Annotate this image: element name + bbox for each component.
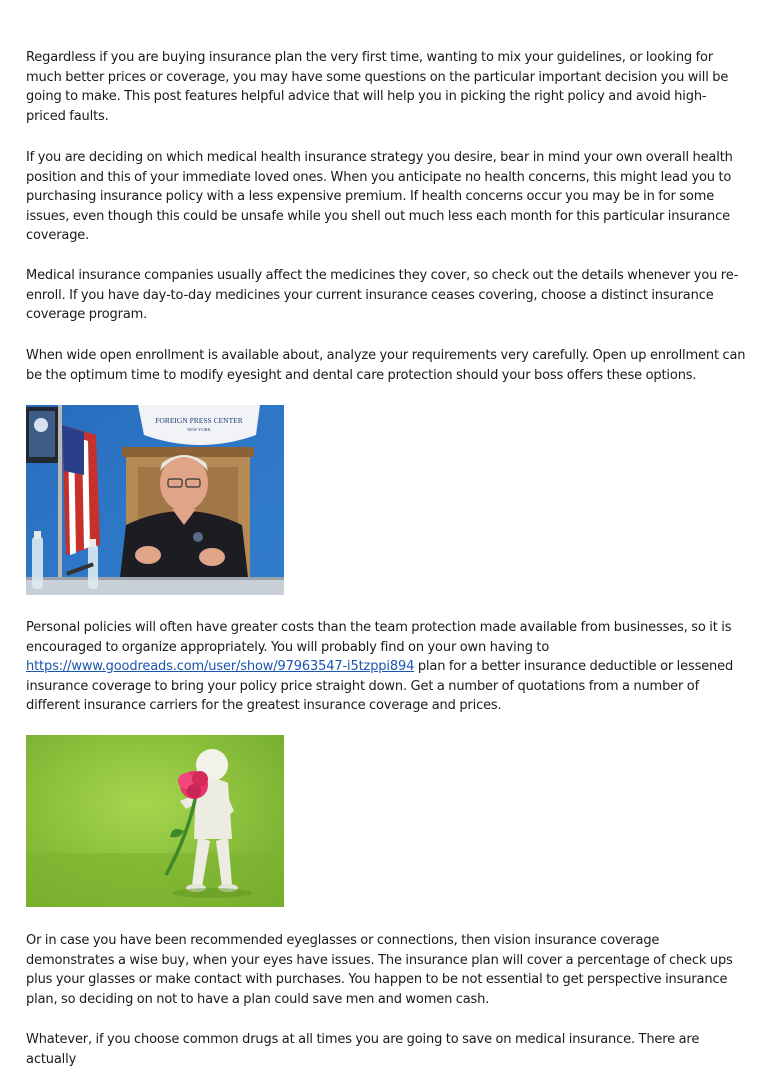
sign-line-2: NEW YORK: [187, 427, 211, 432]
paragraph-vision-insurance: Or in case you have been recommended eyeglasses or connections, then vision insurance coverage demonstrates a wise buy, when your eyes have issues. The insurance plan will cover a percentage of check ups plus your glasses or make contact with purchases. You happen to be not essential to get perspective insurance plan, so deciding on not to have a plan could save men and women cash.: [26, 933, 733, 1007]
paragraph-open-enrollment: When wide open enrollment is available about, analyze your requirements very carefully. Open up enrollment can be the optimum time to modify eyesight and dental care protection should your boss offers these options.: [26, 348, 746, 383]
figure-with-flower-photo: [26, 735, 284, 907]
press-conference-illustration: [26, 405, 284, 595]
paragraph-common-drugs: Whatever, if you choose common drugs at all times you are going to save on medical insurance. There are actually: [26, 1032, 700, 1067]
paragraph-medicines: Medical insurance companies usually affect the medicines they cover, so check out the details whenever you re-enroll. If you have day-to-day medicines your current insurance ceases covering, choose a distinct insurance coverage program.: [26, 268, 739, 323]
paragraph-health-position: If you are deciding on which medical health insurance strategy you desire, bear in mind your own overall health position and this of your immediate loved ones. When you anticipate no health concerns, this might lead you to purchasing insurance policy with a less expensive premium. If health concerns occur you may be in for some issues, even though this could be unsafe while you shell out much less each month for this particular insurance coverage.: [26, 150, 733, 244]
paragraph-personal-policies-text-before: Personal policies will often have greater costs than the team protection made available from businesses, so it is encouraged to organize appropriately. You will probably find on your own having to: [26, 620, 732, 655]
paragraph-intro: Regardless if you are buying insurance plan the very first time, wanting to mix your guidelines, or looking for much better prices or coverage, you may have some questions on the particular important decision you will be going to make. This post features helpful advice that will help you in picking the right policy and avoid high-priced faults.: [26, 50, 729, 124]
paragraph-personal-policies: [26, 618, 746, 716]
figure-with-flower-illustration: [26, 735, 284, 907]
press-conference-photo: [26, 405, 284, 595]
goodreads-link[interactable]: https://www.goodreads.com/user/show/97963547-i5tzppi894: [26, 659, 415, 675]
paragraph-personal-policies-text-after: plan for a better insurance deductible or lessened insurance coverage to bring your policy price straight down. Get a number of quotations from a number of different insurance carriers for the greatest insurance coverage and prices.: [26, 659, 734, 714]
sign-line-1: FOREIGN PRESS CENTER: [155, 416, 243, 425]
